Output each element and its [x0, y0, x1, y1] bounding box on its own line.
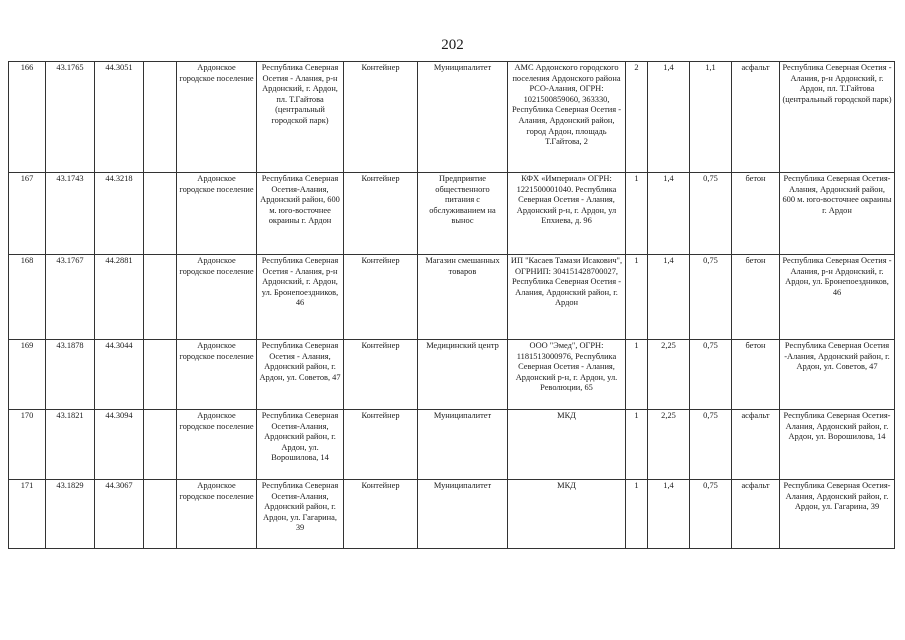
- source-address-cell: Республика Северная Осетия -Алания, Ардонский район, г. Ардон, ул. Советов, 47: [780, 340, 895, 410]
- surface-type-cell: бетон: [732, 173, 780, 255]
- site-address-cell: Республика Северная Осетия-Алания, Ардонский район, г. Ардон, ул. Ворошилова, 14: [257, 410, 344, 480]
- empty-cell: [144, 62, 177, 173]
- empty-cell: [144, 480, 177, 549]
- row-number: 171: [9, 480, 46, 549]
- container-type-cell: Контейнер: [344, 340, 418, 410]
- container-volume-cell: 2,25: [648, 340, 690, 410]
- site-area-cell: 0,75: [690, 480, 732, 549]
- source-type-cell: Муниципалитет: [418, 480, 508, 549]
- site-area-cell: 0,75: [690, 173, 732, 255]
- empty-cell: [144, 255, 177, 340]
- settlement-cell: Ардонское городское поселение: [177, 62, 257, 173]
- table-row: [9, 410, 895, 480]
- container-type-cell: Контейнер: [344, 410, 418, 480]
- settlement-cell: Ардонское городское поселение: [177, 173, 257, 255]
- row-number: 168: [9, 255, 46, 340]
- container-volume-cell: 1,4: [648, 173, 690, 255]
- page-number: 202: [441, 37, 464, 53]
- source-address-cell: Республика Северная Осетия-Алания, Ардонский район, г. Ардон, ул. Ворошилова, 14: [780, 410, 895, 480]
- latitude-cell: 43.1829: [46, 480, 95, 549]
- container-volume-cell: 2,25: [648, 410, 690, 480]
- waste-site-registry-table: [8, 61, 895, 549]
- settlement-cell: Ардонское городское поселение: [177, 255, 257, 340]
- table-row: [9, 480, 895, 549]
- latitude-cell: 43.1743: [46, 173, 95, 255]
- container-count-cell: 1: [626, 410, 648, 480]
- empty-cell: [144, 173, 177, 255]
- owner-cell: КФХ «Империал» ОГРН: 1221500001040. Республика Северная Осетия - Алания, Ардонский р-н, г. Ардон, ул Епхиева, д. 96: [508, 173, 626, 255]
- row-number: 166: [9, 62, 46, 173]
- surface-type-cell: бетон: [732, 255, 780, 340]
- container-count-cell: 2: [626, 62, 648, 173]
- container-volume-cell: 1,4: [648, 62, 690, 173]
- container-volume-cell: 1,4: [648, 255, 690, 340]
- source-type-cell: Предприятие общественного питания с обслуживанием на вынос: [418, 173, 508, 255]
- table-row: [9, 255, 895, 340]
- source-type-cell: Муниципалитет: [418, 62, 508, 173]
- site-address-cell: Республика Северная Осетия - Алания, р-н Ардонский, г. Ардон, ул. Бронепоездников, 46: [257, 255, 344, 340]
- surface-type-cell: асфальт: [732, 480, 780, 549]
- longitude-cell: 44.3051: [95, 62, 144, 173]
- surface-type-cell: асфальт: [732, 410, 780, 480]
- container-volume-cell: 1,4: [648, 480, 690, 549]
- site-address-cell: Республика Северная Осетия - Алания, р-н Ардонский, г. Ардон, пл. Т.Гайтова (центральный городской парк): [257, 62, 344, 173]
- owner-cell: ИП "Касаев Тамази Исакович", ОГРНИП: 304151428700027, Республика Северная Осетия - Алания, Ардонский район, г. Ардон: [508, 255, 626, 340]
- container-type-cell: Контейнер: [344, 62, 418, 173]
- source-address-cell: Республика Северная Осетия-Алания, Ардонский район, г. Ардон, ул. Гагарина, 39: [780, 480, 895, 549]
- row-number: 170: [9, 410, 46, 480]
- owner-cell: АМС Ардонского городского поселения Ардонского района РСО-Алания, ОГРН: 1021500859060, 363330, Республика Северная Осетия - Алания, Ардонский район, город Ардон, площадь Т.Гайтова, 2: [508, 62, 626, 173]
- longitude-cell: 44.2881: [95, 255, 144, 340]
- longitude-cell: 44.3094: [95, 410, 144, 480]
- source-type-cell: Медицинский центр: [418, 340, 508, 410]
- table-row: [9, 62, 895, 173]
- container-type-cell: Контейнер: [344, 173, 418, 255]
- site-area-cell: 0,75: [690, 410, 732, 480]
- site-address-cell: Республика Северная Осетия-Алания, Ардонский район, 600 м. юго-восточнее окраины г. Ардон: [257, 173, 344, 255]
- settlement-cell: Ардонское городское поселение: [177, 480, 257, 549]
- empty-cell: [144, 340, 177, 410]
- site-area-cell: 0,75: [690, 340, 732, 410]
- source-address-cell: Республика Северная Осетия-Алания, Ардонский район, 600 м. юго-восточнее окраины г. Ардон: [780, 173, 895, 255]
- container-type-cell: Контейнер: [344, 255, 418, 340]
- longitude-cell: 44.3044: [95, 340, 144, 410]
- latitude-cell: 43.1821: [46, 410, 95, 480]
- site-address-cell: Республика Северная Осетия-Алания, Ардонский район, г. Ардон, ул. Гагарина, 39: [257, 480, 344, 549]
- owner-cell: ООО "Эмед", ОГРН: 1181513000976, Республика Северная Осетия - Алания, Ардонский р-н, г. Ардон, ул. Революции, 65: [508, 340, 626, 410]
- surface-type-cell: асфальт: [732, 62, 780, 173]
- longitude-cell: 44.3067: [95, 480, 144, 549]
- site-address-cell: Республика Северная Осетия - Алания, Ардонский район, г. Ардон, ул. Советов, 47: [257, 340, 344, 410]
- source-type-cell: Муниципалитет: [418, 410, 508, 480]
- container-type-cell: Контейнер: [344, 480, 418, 549]
- container-count-cell: 1: [626, 173, 648, 255]
- table-row: [9, 173, 895, 255]
- source-address-cell: Республика Северная Осетия - Алания, р-н Ардонский, г. Ардон, пл. Т.Гайтова (центральный городской парк): [780, 62, 895, 173]
- container-count-cell: 1: [626, 255, 648, 340]
- site-area-cell: 0,75: [690, 255, 732, 340]
- settlement-cell: Ардонское городское поселение: [177, 340, 257, 410]
- site-area-cell: 1,1: [690, 62, 732, 173]
- source-type-cell: Магазин смешанных товаров: [418, 255, 508, 340]
- latitude-cell: 43.1878: [46, 340, 95, 410]
- row-number: 169: [9, 340, 46, 410]
- settlement-cell: Ардонское городское поселение: [177, 410, 257, 480]
- owner-cell: МКД: [508, 410, 626, 480]
- empty-cell: [144, 410, 177, 480]
- container-count-cell: 1: [626, 340, 648, 410]
- row-number: 167: [9, 173, 46, 255]
- latitude-cell: 43.1765: [46, 62, 95, 173]
- table-row: [9, 340, 895, 410]
- source-address-cell: Республика Северная Осетия - Алания, р-н Ардонский, г. Ардон, ул. Бронепоездников, 46: [780, 255, 895, 340]
- longitude-cell: 44.3218: [95, 173, 144, 255]
- latitude-cell: 43.1767: [46, 255, 95, 340]
- owner-cell: МКД: [508, 480, 626, 549]
- container-count-cell: 1: [626, 480, 648, 549]
- surface-type-cell: бетон: [732, 340, 780, 410]
